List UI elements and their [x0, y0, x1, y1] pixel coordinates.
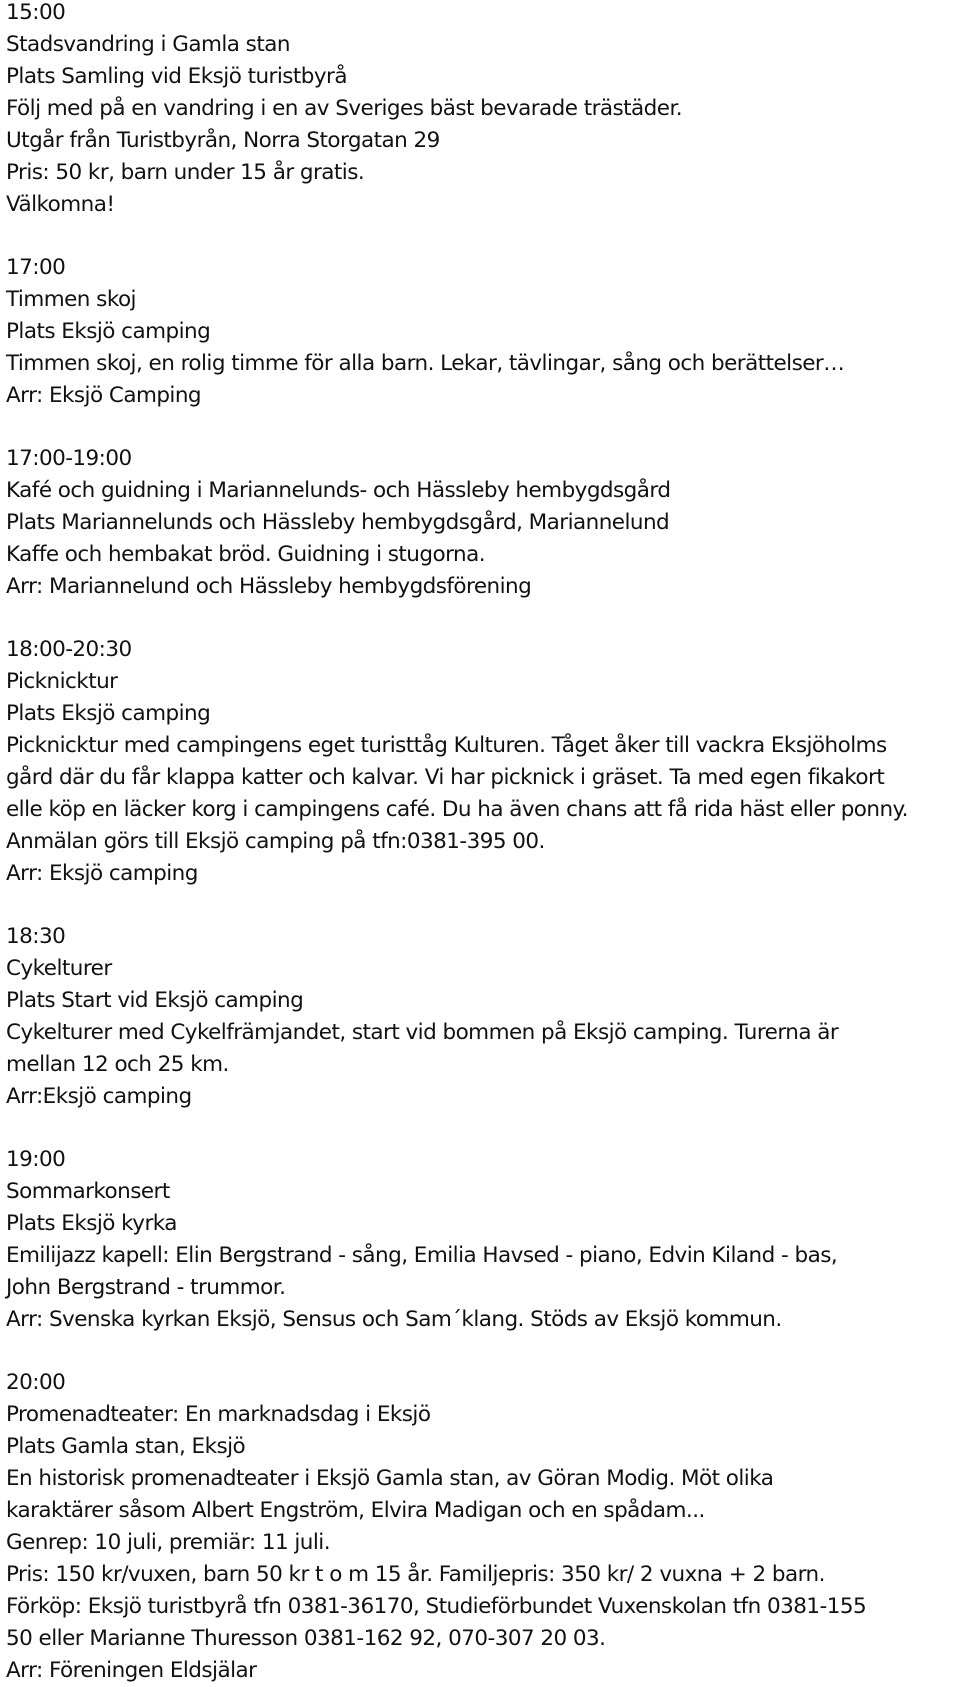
event-description: Utgår från Turistbyrån, Norra Storgatan 29 [6, 128, 440, 153]
event-description: Cykelturer med Cykelfrämjandet, start vid bommen på Eksjö camping. Turerna är [6, 1020, 839, 1045]
event-timmen-skoj [6, 252, 960, 412]
event-time: 18:30 [6, 924, 66, 949]
event-title: Stadsvandring i Gamla stan [6, 32, 290, 57]
event-title: Cykelturer [6, 956, 112, 981]
event-description: Kaffe och hembakat bröd. Guidning i stugorna. [6, 542, 485, 567]
event-time: 18:00-20:30 [6, 637, 132, 662]
event-description: Timmen skoj, en rolig timme för alla barn. Lekar, tävlingar, sång och berättelser… [6, 351, 845, 376]
event-sommarkonsert [6, 1144, 960, 1336]
event-title: Promenadteater: En marknadsdag i Eksjö [6, 1402, 431, 1427]
event-kafe-guidning [6, 443, 960, 603]
event-description: mellan 12 och 25 km. [6, 1052, 229, 1077]
event-price: Pris: 150 kr/vuxen, barn 50 kr t o m 15 år. Familjepris: 350 kr/ 2 vuxna + 2 barn. [6, 1562, 825, 1587]
event-description: karaktärer såsom Albert Engström, Elvira Madigan och en spådam... [6, 1498, 705, 1523]
event-presale: Förköp: Eksjö turistbyrå tfn 0381-36170, Studieförbundet Vuxenskolan tfn 0381-155 [6, 1594, 867, 1619]
event-time: 17:00 [6, 255, 66, 280]
event-organizer: Arr: Mariannelund och Hässleby hembygdsförening [6, 574, 532, 599]
event-location: Plats Eksjö camping [6, 319, 211, 344]
event-title: Sommarkonsert [6, 1179, 170, 1204]
event-location: Plats Eksjö camping [6, 701, 211, 726]
event-presale: 50 eller Marianne Thuresson 0381-162 92, 070-307 20 03. [6, 1626, 606, 1651]
event-location: Plats Gamla stan, Eksjö [6, 1434, 246, 1459]
event-location: Plats Mariannelunds och Hässleby hembygdsgård, Mariannelund [6, 510, 670, 535]
event-title: Kafé och guidning i Mariannelunds- och Hässleby hembygdsgård [6, 478, 671, 503]
event-registration: Anmälan görs till Eksjö camping på tfn:0381-395 00. [6, 829, 545, 854]
event-stadsvandring [6, 0, 960, 221]
event-description: gård där du får klappa katter och kalvar. Vi har picknick i gräset. Ta med egen fikakort [6, 765, 885, 790]
event-time: 17:00-19:00 [6, 446, 132, 471]
event-description: Emilijazz kapell: Elin Bergstrand - sång, Emilia Havsed - piano, Edvin Kiland - bas, [6, 1243, 838, 1268]
event-title: Timmen skoj [6, 287, 136, 312]
event-dates: Genrep: 10 juli, premiär: 11 juli. [6, 1530, 330, 1555]
event-promenadteater [6, 1367, 960, 1687]
event-cykelturer [6, 921, 960, 1113]
event-organizer: Arr: Svenska kyrkan Eksjö, Sensus och Sam´klang. Stöds av Eksjö kommun. [6, 1307, 782, 1332]
event-time: 19:00 [6, 1147, 66, 1172]
event-time: 15:00 [6, 0, 66, 25]
event-description: Picknicktur med campingens eget turisttåg Kulturen. Tåget åker till vackra Eksjöholms [6, 733, 887, 758]
event-picknicktur [6, 634, 960, 890]
event-description: John Bergstrand - trummor. [6, 1275, 286, 1300]
event-description: Välkomna! [6, 192, 115, 217]
event-organizer: Arr: Föreningen Eldsjälar [6, 1658, 257, 1683]
event-time: 20:00 [6, 1370, 66, 1395]
event-organizer: Arr:Eksjö camping [6, 1084, 192, 1109]
event-organizer: Arr: Eksjö camping [6, 861, 198, 886]
event-location: Plats Start vid Eksjö camping [6, 988, 304, 1013]
event-description: En historisk promenadteater i Eksjö Gamla stan, av Göran Modig. Möt olika [6, 1466, 774, 1491]
event-title: Picknicktur [6, 669, 118, 694]
event-price: Pris: 50 kr, barn under 15 år gratis. [6, 160, 365, 185]
event-location: Plats Samling vid Eksjö turistbyrå [6, 64, 347, 89]
event-description: elle köp en läcker korg i campingens café. Du ha även chans att få rida häst eller ponny. [6, 797, 908, 822]
event-organizer: Arr: Eksjö Camping [6, 383, 202, 408]
event-location: Plats Eksjö kyrka [6, 1211, 177, 1236]
event-description: Följ med på en vandring i en av Sveriges bäst bevarade trästäder. [6, 96, 683, 121]
